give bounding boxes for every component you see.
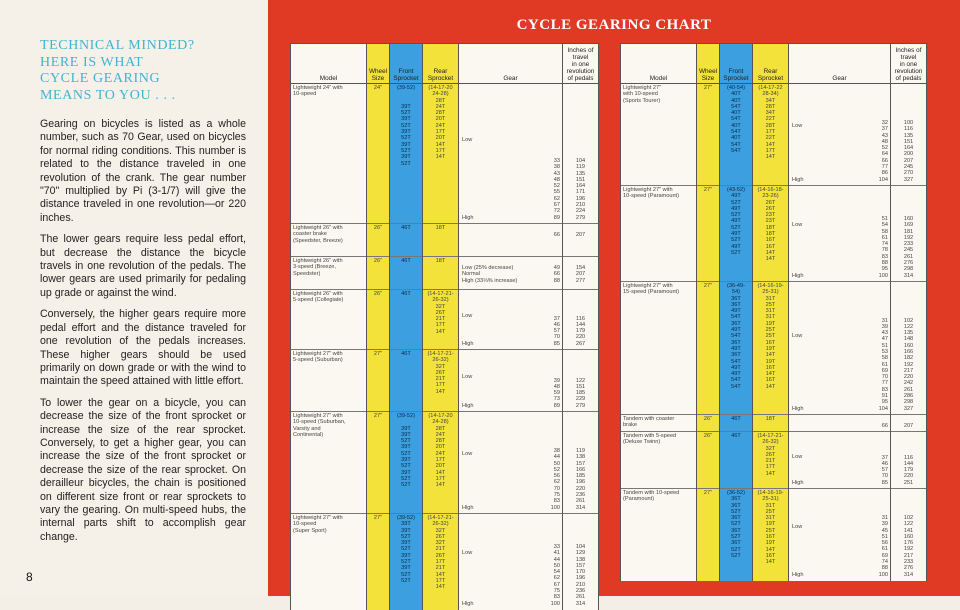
rear-sprocket-cell [423,224,459,257]
gear-values: 49 66 88 [553,265,560,284]
wheel-size-cell [367,514,390,610]
heading-line: HERE IS WHAT [40,54,144,70]
gear-cell [789,415,891,432]
gear-cell [789,489,891,581]
rear-sprocket-cell [423,257,459,290]
gear-values: 66 [553,232,560,238]
model-cell-text: Lightweight 27" with 5-speed (Suburban) [293,351,343,364]
inches-cell [563,350,599,412]
header-front-sprocket: Front Sprocket [390,44,423,84]
wheel-size-cell-text: 27" [703,283,713,289]
header-inches: Inches of travel in one revolution of pedals [891,44,927,84]
gear-low-label: Low [462,451,473,457]
front-sprocket-list: 49T 52T 49T 52T 49T 52T 49T 52T 49T 52T [731,193,741,256]
gear-low-label: Low [462,374,473,380]
model-cell-text: Lightweight 27" with 10-speed (Super Sport) [293,515,343,534]
front-sprocket-cell-text: 46T [401,258,411,264]
rear-sprocket-cell [753,84,789,186]
gear-values: 66 [881,423,888,429]
wheel-size-cell-text: 27" [703,490,713,496]
heading-line: TECHNICAL MINDED? [40,38,195,53]
inches-cell-text: 102 122 135 148 160 166 182 192 217 220 242 261 286 298 327 [903,317,914,412]
gear-high-label: High [462,504,474,511]
gear-low-label: Low [792,524,803,530]
model-cell [621,84,697,186]
inches-cell [891,432,927,489]
model-cell [621,415,697,432]
front-sprocket-cell [720,415,753,432]
front-sprocket-cell-text: 46T [401,291,411,297]
header-front-sprocket: Front Sprocket [720,44,753,84]
front-sprocket-cell [390,350,423,412]
inches-cell-text: 116 144 179 220 267 [575,315,586,347]
front-sprocket-cell [720,282,753,415]
heading-line: CYCLE GEARING [40,71,161,86]
body-text [40,118,246,552]
gear-values: 38 44 50 52 56 62 70 75 83 100 [550,448,560,511]
header-gear: Gear [459,44,563,84]
wheel-size-cell-text: 27" [373,515,383,521]
gear-cell [459,514,563,610]
gear-values: 32 37 43 48 52 64 66 77 86 104 [878,120,888,183]
model-cell-text: Lightweight 27" with 15-speed (Paramount) [623,283,679,296]
gearing-table-left [290,43,599,610]
gear-low-label: Low [792,454,803,460]
rear-sprocket-cell [423,412,459,514]
header-model: Model [621,44,697,84]
table-row [621,84,927,186]
paragraph: Gearing on bicycles is listed as a whole number, such as 70 Gear, used on bicycles for normal riding conditions. This number is related to the distance traveled in one revolution of the crank. The gear number "70" multiplied by Pi (3-1/7) will give the distance traveled in one revolution—or 220 inches. [40,118,246,224]
rear-sprocket-cell [753,282,789,415]
wheel-size-cell [367,412,390,514]
model-cell-text: Lightweight 26" with 5-speed (Collegiate) [293,291,344,304]
front-sprocket-cell-text: (40-54) [726,85,746,91]
model-cell-text: Lightweight 27" with 10-speed (Paramount) [623,187,679,200]
rear-sprocket-cell-text: (14-17-21- 26-32) 32T 26T 21T 17T 14T [427,351,454,395]
wheel-size-cell [367,350,390,412]
header-gear: Gear [789,44,891,84]
inches-cell-text: 119 138 157 166 185 196 220 236 261 314 [575,448,586,511]
front-sprocket-list: 36T 36T 49T 54T 36T 49T 54T 36T 49T 36T 54T 49T 49T 54T 54T [731,295,741,390]
wheel-size-cell [697,432,720,489]
inches-cell-text: 102 122 141 160 176 192 217 233 276 314 [903,515,914,578]
rear-sprocket-cell [423,514,459,610]
rear-sprocket-cell-text: 18T [765,416,776,422]
inches-cell-text: 207 [575,232,586,238]
inches-cell-text: 160 169 181 192 233 245 261 276 298 314 [903,216,914,279]
rear-sprocket-cell-text: (14-17-20 24-28) 28T 24T 28T 20T 24T 17T 20T 14T 17T 14T [428,85,453,161]
table-row [291,350,599,412]
gear-high-label: High [462,402,474,409]
table-row [291,412,599,514]
chart-title: CYCLE GEARING CHART [516,17,712,33]
gear-low-label: Low [462,313,473,319]
front-sprocket-cell-text: (39-52) [396,413,416,419]
wheel-size-cell-text: 27" [373,413,383,419]
gear-cell [789,84,891,186]
wheel-size-cell-text: 27" [703,187,713,193]
front-sprocket-list: 36T 36T 52T 36T 52T 36T 52T 36T 52T 52T [731,496,741,559]
model-cell [621,432,697,489]
header-model: Model [291,44,367,84]
rear-sprocket-cell-text: 18T [435,258,446,264]
front-sprocket-cell-text: (43-52) [726,187,746,193]
heading-line: MEANS TO YOU . . . [40,87,176,103]
inches-cell-text: 104 119 135 151 164 171 196 210 224 279 [575,158,586,221]
front-sprocket-cell [390,412,423,514]
model-cell-text: Lightweight 27" with 10-speed (Sports Tourer) [623,85,662,104]
wheel-size-cell-text: 26" [373,225,383,231]
wheel-size-cell-text: 26" [703,416,713,422]
gear-low-label: Low [462,137,473,143]
model-cell-text: Tandem with 10-speed (Paramount) [623,490,680,503]
gear-cell [459,412,563,514]
model-cell [621,186,697,282]
gear-values: 31 39 43 47 51 53 58 61 69 70 77 83 91 95 104 [878,317,888,412]
gear-values: 37 46 57 70 85 [553,315,560,347]
gear-cell [459,257,563,290]
gearing-table-right [620,43,927,581]
front-sprocket-cell-text: 46T [401,351,411,357]
paragraph: Conversely, the higher gears require more pedal effort and the distance traveled for one revolution of the pedals increases. These higher gears should be used primarily on down grade or with the wind to maintain the speed attained with little effort. [40,308,246,388]
table-row [291,290,599,350]
inches-cell [891,186,927,282]
model-cell [291,84,367,224]
front-sprocket-list: 39T 52T 39T 52T 39T 52T 39T 52T 39T 52T [401,103,411,167]
wheel-size-cell [367,290,390,350]
front-sprocket-cell [720,84,753,186]
inches-cell-text: 104 129 138 157 170 196 210 236 261 314 [575,544,586,607]
inches-cell-text: 154 207 277 [575,265,586,284]
gear-high-label: High [462,214,474,221]
rear-sprocket-cell [753,186,789,282]
header-rear-sprocket: Rear Sprocket [753,44,789,84]
wheel-size-cell-text: 24" [373,85,383,91]
model-cell [621,282,697,415]
gear-high-label: High [792,479,804,486]
model-cell [291,514,367,610]
inches-cell-text: 100 116 135 151 164 200 207 245 270 327 [903,120,914,183]
rear-sprocket-cell-text: (14-17-22 28-34) 34T 28T 34T 22T 28T 17T 22T 14T 17T 14T [758,85,783,161]
rear-sprocket-cell-text: (14-16-19- 25-31) 31T 25T 31T 31T 19T 25T 25T 16T 19T 14T 19T 16T 14T 16T 14T [757,283,784,390]
inches-cell [891,489,927,581]
inches-cell [563,84,599,224]
inches-cell [563,514,599,610]
front-sprocket-cell [720,489,753,581]
inches-cell [563,290,599,350]
gear-low-label: Low [462,550,473,556]
rear-sprocket-cell-text: (14-17-21- 26-32) 32T 26T 21T 17T 14T [757,433,784,477]
front-sprocket-cell-text: (39-52) [396,515,416,521]
rear-sprocket-cell-text: (14-17-20 24-28) 28T 24T 28T 20T 24T 17T 20T 14T 17T 14T [428,413,453,489]
wheel-size-cell [697,84,720,186]
model-cell [621,489,697,581]
table-row [291,257,599,290]
front-sprocket-list: 39T 39T 52T 39T 52T 39T 52T 39T 52T 52T [401,521,411,584]
table-row [621,489,927,581]
model-cell [291,257,367,290]
paragraph: The lower gears require less pedal effort, but decrease the distance the bicycle travels in one revolution of the pedals. The lower gears are used primarily for pedaling up grade or against the wind. [40,233,246,299]
gear-high-label: High [462,340,474,347]
front-sprocket-list: 40T 40T 54T 40T 54T 40T 54T 40T 54T 54T [731,91,741,154]
gear-high-label: High [792,176,804,183]
front-sprocket-cell [390,84,423,224]
rear-sprocket-cell [753,415,789,432]
inches-cell [563,412,599,514]
model-cell [291,224,367,257]
rear-sprocket-cell [423,350,459,412]
gear-low-label: Low [792,333,803,339]
rear-sprocket-cell-text: (14-17-21- 26-32) 32T 26T 21T 17T 14T [427,291,454,335]
gear-values: 31 39 45 51 56 61 69 74 88 100 [878,515,888,578]
header-inches: Inches of travel in one revolution of pedals [563,44,599,84]
wheel-size-cell [367,84,390,224]
wheel-size-cell-text: 26" [703,433,713,439]
front-sprocket-cell-text: 46T [401,225,411,231]
model-cell [291,350,367,412]
rear-sprocket-cell-text: (14-16-18- 23-26) 26T 26T 23T 23T 18T 18T 16T 16T 14T 14T [757,187,784,263]
gear-low-label: Low [792,222,803,228]
model-cell-text: Lightweight 26" with coaster brake (Speedster, Breeze) [293,225,343,244]
left-page [0,0,268,596]
gear-high-label: High [792,572,804,579]
front-sprocket-cell-text: 46T [731,433,741,439]
table-row [291,224,599,257]
header-wheel-size: Wheel Size [697,44,720,84]
gear-high-label: High [792,405,804,412]
wheel-size-cell [367,257,390,290]
inches-cell [891,415,927,432]
gear-values: 37 46 57 70 85 [881,454,888,486]
inches-cell-text: 122 151 185 229 279 [575,377,586,409]
table-row [621,282,927,415]
front-sprocket-cell [390,257,423,290]
gear-values: 33 38 43 48 52 55 62 67 72 89 [553,158,560,221]
wheel-size-cell [367,224,390,257]
page-heading [40,38,255,104]
front-sprocket-list: 39T 39T 52T 39T 52T 39T 52T 39T 52T 52T [401,425,411,489]
inches-cell [563,257,599,290]
table-row [291,84,599,224]
inches-cell [891,84,927,186]
gear-values: 39 48 59 73 89 [553,377,560,409]
rear-sprocket-cell [423,84,459,224]
wheel-size-cell-text: 27" [373,351,383,357]
gear-cell [789,282,891,415]
wheel-size-cell [697,282,720,415]
model-cell [291,412,367,514]
header-rear-sprocket: Rear Sprocket [423,44,459,84]
gear-cell [459,290,563,350]
gear-values: 33 41 44 50 54 62 67 75 83 100 [550,544,560,607]
inches-cell-text: 207 [903,423,914,429]
model-cell-text: Lightweight 26" with 3-speed (Breeze, Speedster) [293,258,343,277]
table-row [621,415,927,432]
rear-sprocket-cell-text: (14-17-21- 26-32) 32T 26T 32T 21T 26T 17T 21T 14T 17T 14T [427,515,454,591]
inches-cell [891,282,927,415]
rear-sprocket-cell-text: (14-16-19- 25-31) 31T 25T 31T 19T 25T 16T 19T 14T 16T 14T [757,490,784,566]
wheel-size-cell [697,489,720,581]
rear-sprocket-cell [753,489,789,581]
wheel-size-cell-text: 26" [373,291,383,297]
model-cell-text: Tandem with 5-speed (Deluxe Twinn) [623,433,677,446]
rear-sprocket-cell [423,290,459,350]
wheel-size-cell [697,415,720,432]
page-number: 8 [26,570,33,584]
gear-values: 51 54 58 61 74 78 83 88 95 100 [878,216,888,279]
gear-cell [789,432,891,489]
table-row [621,432,927,489]
front-sprocket-cell-text: 46T [731,416,741,422]
front-sprocket-cell [720,186,753,282]
front-sprocket-cell-text: (36-52) [726,490,746,496]
front-sprocket-cell [390,224,423,257]
paragraph: To lower the gear on a bicycle, you can decrease the size of the front sprocket or increase the size of the rear sprocket. Conversely, to get a higher gear, you can increase the size of the front sprocket or decrease the size of the rear sprocket. On derailleur bicycles, the chain is positioned on different size front or rear sprockets to vary the gearing. On multi-speed hubs, the internal parts shift to accomplish gear change. [40,396,246,543]
gear-cell [459,84,563,224]
inches-cell [563,224,599,257]
gear-cell [459,350,563,412]
model-cell-text: Lightweight 27" with 10-speed (Suburban, Varsity and Continental) [293,413,346,438]
front-sprocket-cell [390,514,423,610]
inches-cell-text: 116 144 179 220 251 [903,454,914,486]
front-sprocket-cell [720,432,753,489]
front-sprocket-cell [390,290,423,350]
rear-sprocket-cell [753,432,789,489]
gear-low-label: Low [792,123,803,129]
wheel-size-cell-text: 26" [373,258,383,264]
gear-cell [459,224,563,257]
rear-sprocket-cell-text: 18T [435,225,446,231]
wheel-size-cell [697,186,720,282]
table-row [291,514,599,610]
front-sprocket-cell-text: (39-52) [396,85,416,91]
gear-high-label: High [792,272,804,279]
model-cell-text: Tandem with coaster brake [623,416,675,429]
table-row [621,186,927,282]
header-wheel-size: Wheel Size [367,44,390,84]
model-cell [291,290,367,350]
wheel-size-cell-text: 27" [703,85,713,91]
gear-high-label: High [462,601,474,608]
model-cell-text: Lightweight 24" with 10-speed [293,85,343,98]
front-sprocket-cell-text: (36-49- 54) [726,283,746,296]
gear-cell [789,186,891,282]
gear-low-label: Low (25% decrease) Normal High (33⅓% increase) [462,265,518,284]
